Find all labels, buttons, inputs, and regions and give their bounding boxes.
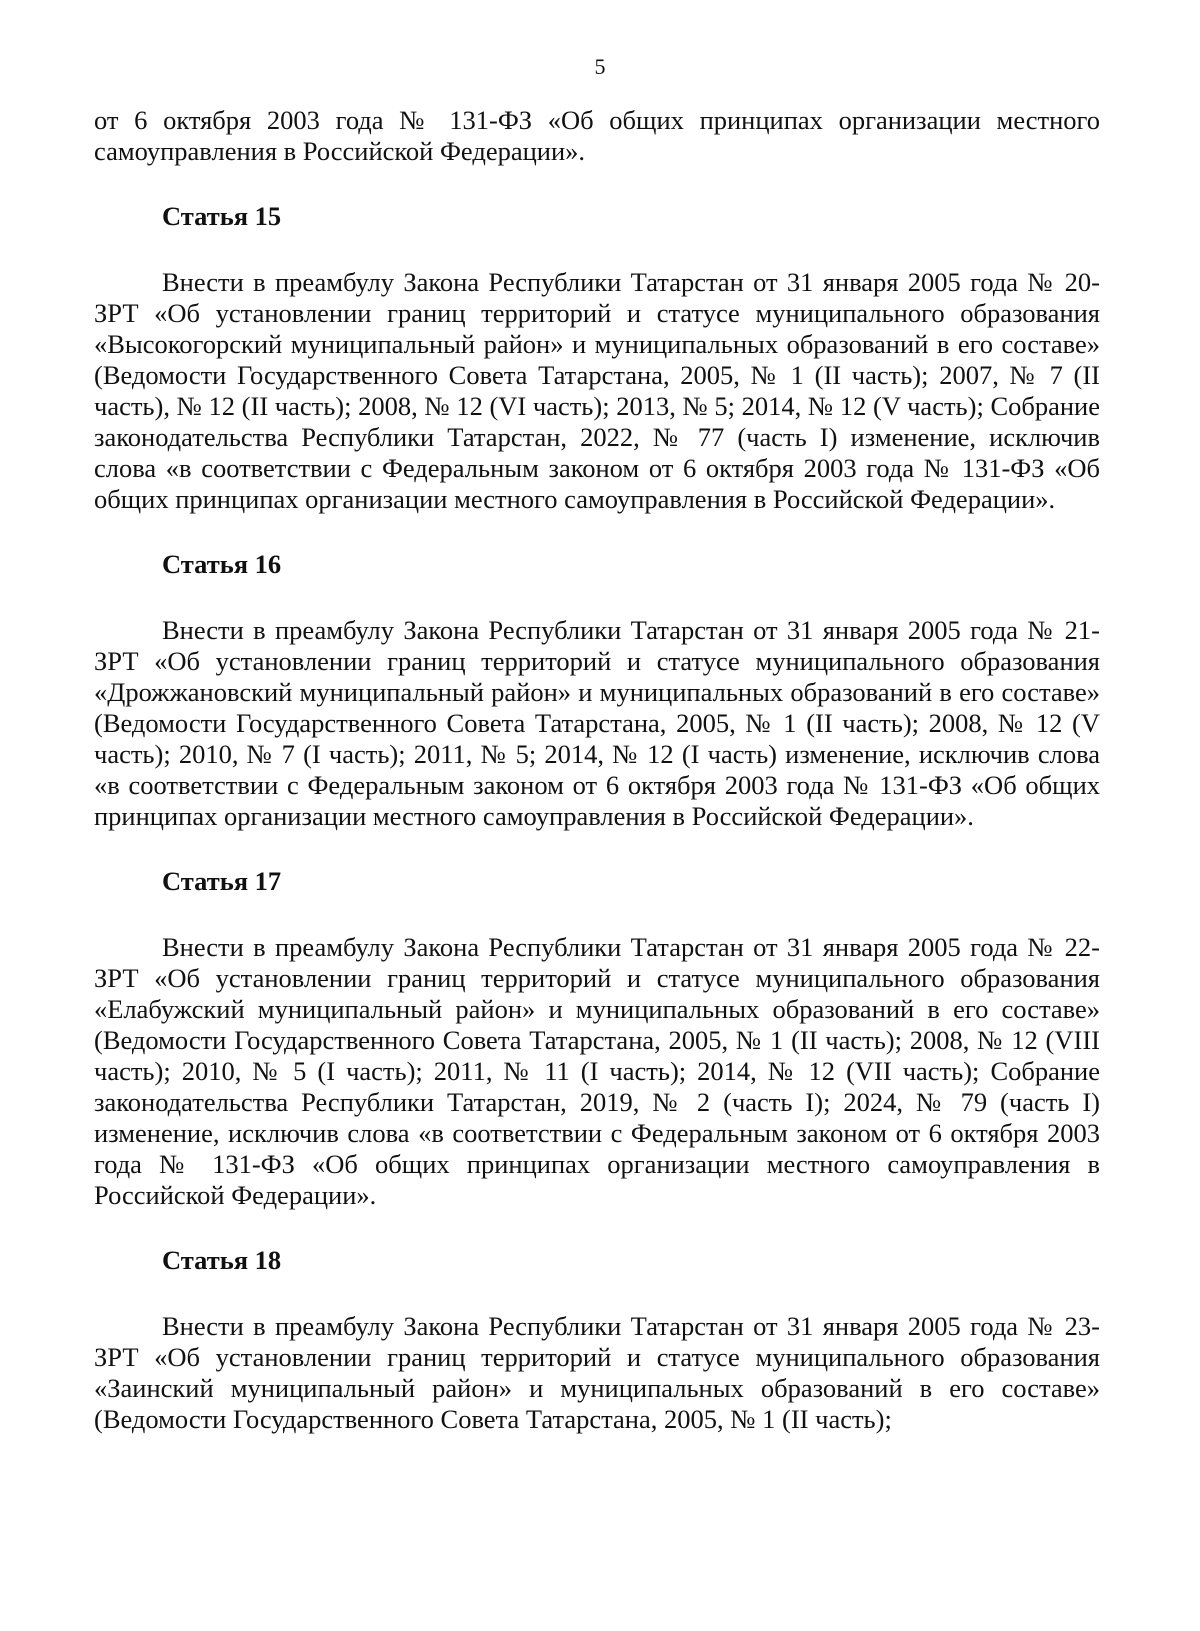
article-18-text: Внести в преамбулу Закона Республики Татарстан от 31 января 2005 года № 23-ЗРТ «Об установлении границ территорий и статусе муниципального образования «Заинский муниципальный район» и муниципальных образований в его составе» (Ведомости Государственного Совета Татарстана, 2005, № 1 (II часть); — [94, 1311, 1100, 1434]
document-body — [94, 105, 1100, 1435]
page-number: 5 — [594, 54, 606, 79]
article-17-text: Внести в преамбулу Закона Республики Татарстан от 31 января 2005 года № 22-ЗРТ «Об установлении границ территорий и статусе муниципального образования «Елабужский муниципальный район» и муниципальных образований в его составе» (Ведомости Государственного Совета Татарстана, 2005, № 1 (II часть); 2008, № 12 (VIII часть); 2010, № 5 (I часть); 2011, № 11 (I часть); 2014, № 12 (VII часть); Собрание законодательства Республики Татарстан, 2019, № 2 (часть I); 2024, № 79 (часть I) изменение, исключив слова «в соответствии с Федеральным законом от 6 октября 2003 года № 131-ФЗ «Об общих принципах организации местного самоуправления в Российской Федерации». — [94, 932, 1100, 1210]
article-15-text: Внести в преамбулу Закона Республики Татарстан от 31 января 2005 года № 20-ЗРТ «Об установлении границ территорий и статусе муниципального образования «Высокогорский муниципальный район» и муниципальных образований в его составе» (Ведомости Государственного Совета Татарстана, 2005, № 1 (II часть); 2007, № 7 (II часть), № 12 (II часть); 2008, № 12 (VI часть); 2013, № 5; 2014, № 12 (V часть); Собрание законодательства Республики Татарстан, 2022, № 77 (часть I) изменение, исключив слова «в соответствии с Федеральным законом от 6 октября 2003 года № 131-ФЗ «Об общих принципах организации местного самоуправления в Российской Федерации». — [94, 267, 1100, 514]
article-18-heading: Статья 18 — [162, 1245, 282, 1275]
intro-paragraph: от 6 октября 2003 года № 131-ФЗ «Об общих принципах организации местного самоуправления в Российской Федерации». — [94, 105, 1100, 166]
article-16-text: Внести в преамбулу Закона Республики Татарстан от 31 января 2005 года № 21-ЗРТ «Об установлении границ территорий и статусе муниципального образования «Дрожжановский муниципальный район» и муниципальных образований в его составе» (Ведомости Государственного Совета Татарстана, 2005, № 1 (II часть); 2008, № 12 (V часть); 2010, № 7 (I часть); 2011, № 5; 2014, № 12 (I часть) изменение, исключив слова «в соответствии с Федеральным законом от 6 октября 2003 года № 131-ФЗ «Об общих принципах организации местного самоуправления в Российской Федерации». — [94, 615, 1100, 831]
article-16-heading: Статья 16 — [162, 549, 282, 579]
article-15-heading: Статья 15 — [162, 201, 282, 231]
article-17-heading: Статья 17 — [162, 866, 282, 896]
